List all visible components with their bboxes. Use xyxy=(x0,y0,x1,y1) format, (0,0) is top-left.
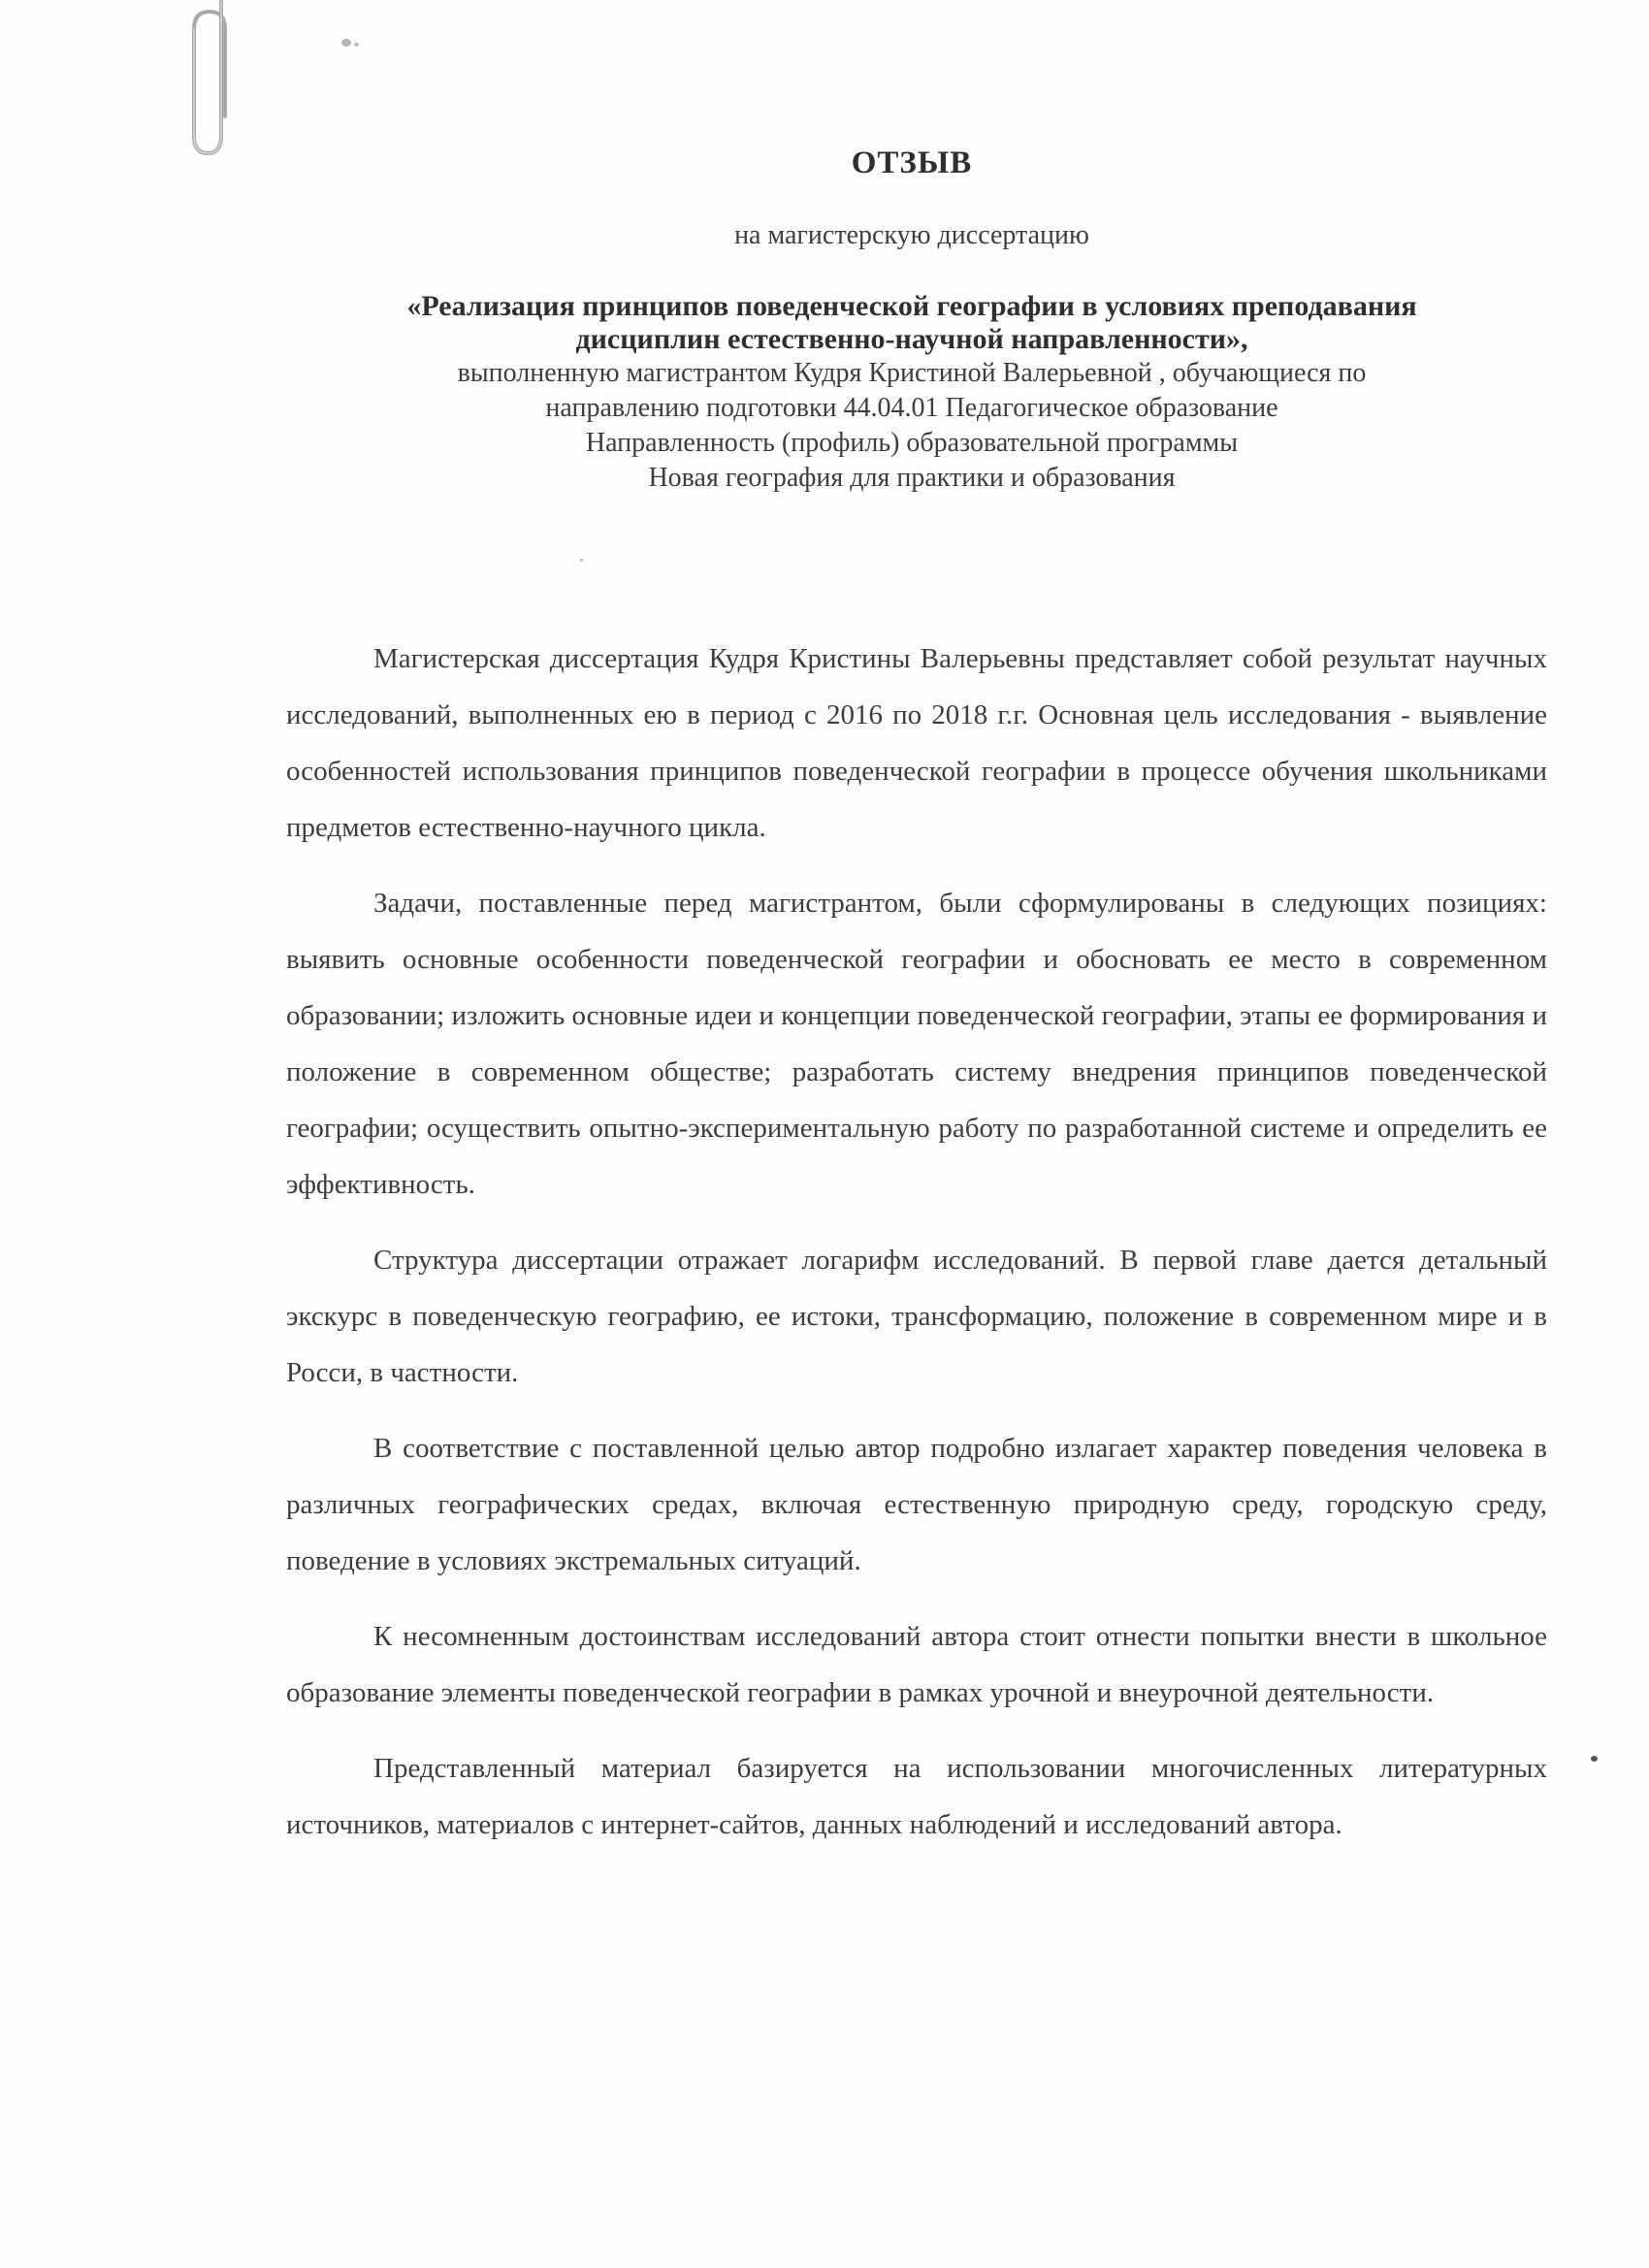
info-line: Направленность (профиль) образовательной программы xyxy=(585,428,1239,458)
document-subtitle: на магистерскую диссертацию xyxy=(734,220,1089,250)
scan-speck xyxy=(1591,1756,1598,1762)
document-header xyxy=(242,146,1581,496)
thesis-title-line-2: дисциплин естественно-научной направленности», xyxy=(575,323,1248,355)
scan-speck xyxy=(580,559,583,562)
scan-speck xyxy=(341,39,351,47)
info-line: выполненную магистрантом Кудря Кристиной Валерьевной , обучающиеся по xyxy=(457,358,1367,388)
document-body xyxy=(286,631,1547,1872)
paper-clip-icon xyxy=(184,0,242,165)
info-line: направлению подготовки 44.04.01 Педагогическое образование xyxy=(545,393,1278,423)
paragraph: Задачи, поставленные перед магистрантом, были сформулированы в следующих позициях: выявить основные особенности поведенческой географии и обосновать ее место в современном образовании; изложить основные идеи и концепции поведенческой географии, этапы ее формирования и положение в современном обществе; разработать систему внедрения принципов поведенческой географии; осуществить опытно-экспериментальную работу по разработанной системе и определить ее эффективность. xyxy=(286,888,1547,1200)
info-line: Новая география для практики и образования xyxy=(648,463,1176,493)
thesis-title-line-1: «Реализация принципов поведенческой географии в условиях преподавания xyxy=(406,290,1417,322)
paragraph: В соответствие с поставленной целью автор подробно излагает характер поведения человека в различных географических средах, включая естественную природную среду, городскую среду, поведение в условиях экстремальных ситуаций. xyxy=(286,1433,1547,1576)
document-title: ОТЗЫВ xyxy=(851,146,973,180)
paragraph: Структура диссертации отражает логарифм исследований. В первой главе дается детальный экскурс в поведенческую географию, ее истоки, трансформацию, положение в современном мире и в Росси, в частности. xyxy=(286,1245,1547,1388)
paragraph: Представленный материал базируется на использовании многочисленных литературных источников, материалов с интернет-сайтов, данных наблюдений и исследований автора. xyxy=(286,1753,1547,1840)
scan-speck xyxy=(354,43,359,47)
paragraph: Магистерская диссертация Кудря Кристины Валерьевны представляет собой результат научных исследований, выполненных ею в период с 2016 по 2018 г.г. Основная цель исследования - выявление особенностей использования принципов поведенческой географии в процессе обучения школьниками предметов естественно-научного цикла. xyxy=(286,643,1547,843)
paragraph: К несомненным достоинствам исследований автора стоит отнести попытки внести в школьное образование элементы поведенческой географии в рамках урочной и внеурочной деятельности. xyxy=(286,1621,1547,1708)
